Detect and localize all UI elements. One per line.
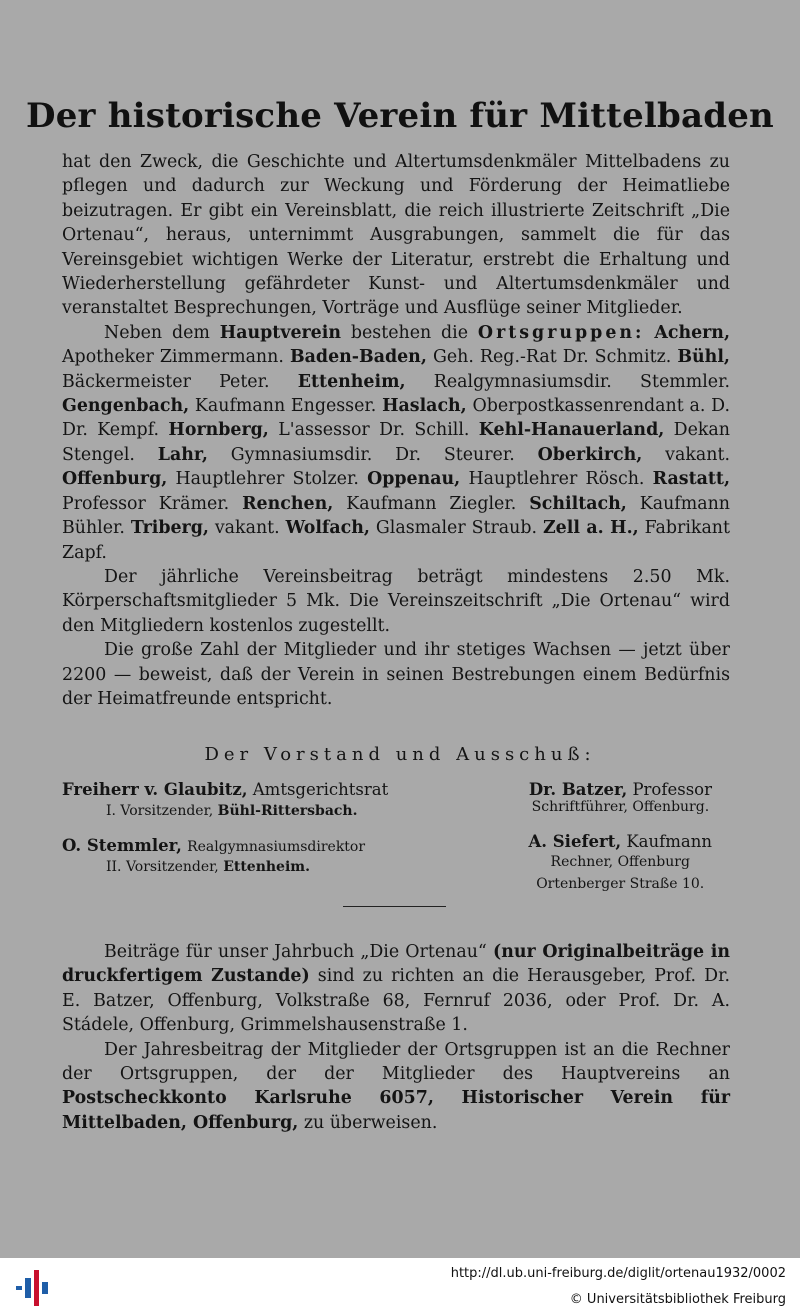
paragraph-purpose: hat den Zweck, die Geschichte und Altertumsdenkmäler Mittelbadens zu pflegen und dadurch zur Weckung und Förderung der Heimatliebe beizutragen. Er gibt ein Vereinsblatt, die reich illustrierte Zeitschrift „Die Ortenau“, heraus, unternimmt Ausgrabungen, sammelt die für das Vereinsgebiet wichtigen Werke der Literatur, erstrebt die Erhaltung und Wiederherstellung gefährdeter Kunst- und Altertumsdenkmäler und veranstaltet Besprechungen, Vorträge und Ausflüge seiner Mitglieder. [62,152,730,319]
group-place: Hornberg, [168,420,269,441]
member-title: Realgymnasiumsdirektor [187,839,366,855]
group-contact: Glasmaler Straub. [369,518,543,539]
copyright-text: © Universitätsbibliothek Freiburg [569,1292,786,1307]
logo-bar-icon [42,1282,48,1294]
member-role: II. Vorsitzender, [106,859,219,875]
group-contact: vakant. [208,518,286,539]
group-contact: Fabrikant Zapf. [62,518,730,563]
group-contact: Bäckermeister Peter. [62,371,298,392]
group-contact: Hauptlehrer Rösch. [460,469,653,490]
contrib-intro: Beiträge für unser Jahrbuch „Die Ortenau“ [104,942,487,962]
source-url-link[interactable]: http://dl.ub.uni-freiburg.de/diglit/ortenau1932/0002 [450,1266,786,1281]
paragraph-groups [62,321,730,565]
payment-account: Postscheckkonto Karlsruhe 6057, Historischer Verein für Mittelbaden, Offenburg, [62,1088,730,1133]
group-place: Bühl, [677,347,730,368]
group-place: Baden-Baden, [289,347,427,368]
member-title: Kaufmann [626,832,712,851]
logo-bar-icon [16,1286,22,1290]
group-contact: Geh. Reg.-Rat Dr. Schmitz. [426,347,678,368]
group-place: Achern, [654,322,731,343]
board-heading: Der Vorstand und Ausschuß: [204,744,596,765]
member-name: Freiherr v. Glaubitz, [62,780,248,799]
group-place: Rastatt, [652,469,731,490]
groups-list [62,323,730,563]
member-title: Professor [632,780,712,799]
group-contact: vakant. [642,444,730,465]
groups-intro: Neben dem [104,322,210,343]
group-place: Zell a. H., [542,518,639,539]
paragraph-payment [62,1038,730,1136]
member-role: Schriftführer, Offenburg. [531,799,710,815]
groups-mid: bestehen die [350,322,469,343]
group-place: Renchen, [242,493,334,514]
library-footer [0,1258,800,1316]
contrib-condition: (nur Originalbeiträge in druckfertigem Zustande) [62,942,730,987]
group-place: Lahr, [157,444,208,465]
group-place: Gengenbach, [62,396,190,417]
page-title: Der historische Verein für Mittelbaden [26,96,774,136]
group-place: Haslach, [382,396,467,417]
member-role: I. Vorsitzender, [106,803,214,819]
library-logo-icon [14,1268,54,1308]
board-member-chair [62,780,388,819]
group-place: Triberg, [130,518,209,539]
member-role: Rechner, Offenburg [550,854,690,870]
group-contact: L'assessor Dr. Schill. [268,420,479,441]
group-place: Oppenau, [367,469,461,490]
logo-bar-icon [34,1270,39,1306]
member-place: Bühl-Rittersbach. [217,803,358,819]
member-title: Amtsgerichtsrat [252,780,389,799]
member-place: Ettenheim. [223,859,310,875]
body-text-contributions [62,940,730,1135]
logo-bar-icon [25,1278,31,1298]
member-name: O. Stemmler, [62,836,182,855]
ortsgruppen-label: Ortsgruppen: [477,322,645,343]
group-place: Wolfach, [285,518,370,539]
member-address: Ortenberger Straße 10. [536,876,705,892]
paragraph-members: Die große Zahl der Mitglieder und ihr stetiges Wachsen — jetzt über 2200 — beweist, daß der Verein in seinen Bestrebungen einem Bedürfnis der Heimatfreunde entspricht. [62,640,730,709]
group-place: Offenburg, [62,469,168,490]
board-member-secretary [529,780,712,815]
group-contact: Hauptlehrer Stolzer. [167,469,368,490]
contrib-address: sind zu richten an die Herausgeber, Prof. Dr. E. Batzer, Offenburg, Volkstraße 68, Fernruf 2036, oder Prof. Dr. A. Stádele, Offenburg, Grimmelshausenstraße 1. [62,966,730,1036]
body-text [62,150,730,711]
group-place: Kehl-Hanauerland, [478,420,665,441]
member-name: Dr. Batzer, [528,780,628,799]
hauptverein-label: Hauptverein [219,322,341,343]
group-contact: Gymnasiumsdir. Dr. Steurer. [207,444,538,465]
group-place: Ettenheim, [297,371,406,392]
payment-intro: Der Jahresbeitrag der Mitglieder der Ortsgruppen ist an die Rechner der Ortsgruppen, der der Mitglieder des Hauptvereins an [62,1039,730,1085]
group-place: Schiltach, [529,493,627,514]
paragraph-fee: Der jährliche Vereinsbeitrag beträgt mindestens 2.50 Mk. Körperschaftsmitglieder 5 Mk. Die Vereinszeitschrift „Die Ortenau“ wird den Mitgliedern kostenlos zugestellt. [62,566,730,636]
board-member-vice-chair [62,836,365,875]
group-contact: Realgymnasiumsdir. Stemmler. [405,371,731,392]
group-contact: Apotheker Zimmermann. [62,347,290,368]
group-contact: Dekan Stengel. [62,420,730,465]
member-name: A. Siefert, [528,832,622,851]
group-contact: Kaufmann Engesser. [189,396,383,417]
group-place: Oberkirch, [537,444,643,465]
payment-end: zu überweisen. [303,1112,438,1133]
board-member-treasurer [528,832,712,895]
paragraph-contributions [62,940,730,1038]
section-divider [343,906,446,907]
group-contact: Kaufmann Ziegler. [333,493,530,514]
group-contact: Kaufmann Bühler. [62,493,730,539]
group-contact: Oberpostkassenrendant a. D. Dr. Kempf. [62,396,730,441]
group-contact: Professor Krämer. [62,493,243,514]
